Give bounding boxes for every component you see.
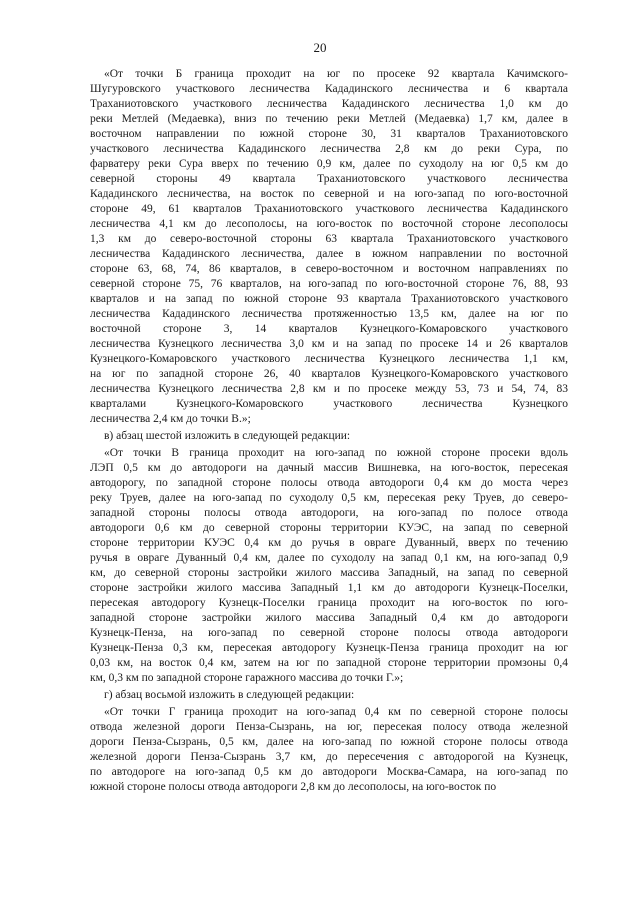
text-line: 1,3 км до северо-восточной стороны 63 квартала Трахaниотовского участкового <box>90 233 568 245</box>
text-line: стороне застройки жилого массива Западный 1,1 км до автодороги Кузнецк-Поселки, <box>90 582 568 594</box>
text-line: в) абзац шестой изложить в следующей редакции: <box>104 430 351 442</box>
text-line: западной стороны полосы отвода автодороги, на юго-запад по полосе отвода <box>90 507 568 519</box>
text-line: Кузнецк-Пенза 0,3 км, пересекая автодорогу Кузнецк-Пенза граница проходит на юг <box>90 642 568 654</box>
text-line: участкового лесничества Кададинского лесничества 2,8 км до реки Сура, по <box>90 143 568 155</box>
paragraph-heading-g <box>90 688 568 703</box>
text-line: автодорогу, по западной стороне полосы отвода автодороги 0,4 км до моста через <box>90 477 568 489</box>
text-line: «От точки Г граница проходит на юго-запад 0,4 км по северной стороне полосы <box>104 706 568 718</box>
text-line: Кузнецкого-Комаровского участкового лесничества Кузнецкого лесничества 1,1 км, <box>90 353 568 365</box>
text-line: г) абзац восьмой изложить в следующей редакции: <box>104 689 355 701</box>
paragraph-quote-b <box>90 67 568 427</box>
text-line: Кузнецк-Пенза, на юго-запад по северной стороне полосы отвода автодороги <box>90 627 568 639</box>
text-line: реку Труев, далее на юго-запад по суходолу 0,5 км, пересекая реку Труев, до северо- <box>90 492 568 504</box>
text-line: пересекая автодорогу Кузнецк-Поселки граница проходит на юго-восток по юго- <box>90 597 568 609</box>
text-line: по автодороге на юго-запад 0,5 км до автодороги Москва-Самара, на юго-запад по <box>90 766 568 778</box>
text-line: восточной стороне 3, 14 кварталов Кузнецкого-Комаровского участкового <box>90 323 568 335</box>
text-line: автодороги 0,6 км до северной стороны территории КУЭС, на запад по северной <box>90 522 568 534</box>
text-line: лесничества 4,1 км до лесополосы, на юго-восток по восточной стороне лесополосы <box>90 218 568 230</box>
text-line: западной стороне застройки жилого массива Западный 0,4 км до автодороги <box>90 612 568 624</box>
text-line: «От точки В граница проходит на юго-запад по южной стороне просеки вдоль <box>104 447 568 459</box>
text-line: лесничества Кузнецкого лесничества 3,0 км и на запад по просеке 14 и 26 кварталов <box>90 338 568 350</box>
text-line: лесничества Кададинского лесничества, далее в южном направлении по восточной <box>90 248 568 260</box>
text-line: км, 0,3 км по западной стороне гаражного массива до точки Г.»; <box>90 672 404 684</box>
text-line: на юг по западной стороне 26, 40 кварталов Кузнецкого-Комаровского участкового <box>90 368 568 380</box>
text-line: ЛЭП 0,5 км до автодороги на дачный массив Вишневка, на юго-восток, пересекая <box>90 462 568 474</box>
text-line: 0,03 км, на восток 0,4 км, затем на юг по западной стороне территории промзоны 0,4 <box>90 657 568 669</box>
text-line: северной стороны 49 квартала Трахaниотовского участкового лесничества <box>90 173 568 185</box>
page-number: 20 <box>313 40 327 55</box>
text-line: фарватеру реки Сура вверх по течению 0,9 км, далее по суходолу на юг 0,5 км до <box>90 158 568 170</box>
text-line: лесничества 2,4 км до точки В.»; <box>90 413 251 425</box>
text-line: стороне 63, 68, 74, 86 кварталов, в северо-восточном и восточном направлениях по <box>90 263 568 275</box>
text-line: км, до северной стороны застройки жилого массива Западный, на запад по северной <box>90 567 568 579</box>
text-line: реки Метлей (Медаевка), вниз по течению реки Метлей (Медаевка) 1,7 км, далее в <box>90 113 568 125</box>
paragraph-heading-v <box>90 429 568 444</box>
text-line: Кададинского лесничества, на восток по северной и на юго-запад по юго-восточной <box>90 188 568 200</box>
text-line: стороне территории КУЭС 0,4 км до ручья в овраге Дуванный, вверх по течению <box>90 537 568 549</box>
text-line: лесничества Кузнецкого лесничества 2,8 км и по просеке между 53, 73 и 54, 74, 83 <box>90 383 568 395</box>
text-line: «От точки Б граница проходит на юг по просеке 92 квартала Качимского- <box>104 68 568 80</box>
text-line: ручья в овраге Дуванный 0,4 км, далее по суходолу на запад 0,1 км, на юго-запад 0,9 <box>90 552 568 564</box>
text-line: Трахaниотовского участкового лесничества Кададинского лесничества 1,0 км до <box>90 98 568 110</box>
text-line: лесничества Кададинского лесничества протяженностью 13,5 км, далее на юг по <box>90 308 568 320</box>
text-line: кварталами Кузнецкого-Комаровского участкового лесничества Кузнецкого <box>90 398 568 410</box>
text-line: восточном направлении по южной стороне 30, 31 кварталов Трахaниотовского <box>90 128 568 140</box>
text-line: Шугуровского участкового лесничества Кададинского лесничества и 6 квартала <box>90 83 568 95</box>
text-line: северной стороне 75, 76 кварталов, на юго-запад по юго-восточной стороне 76, 88, 93 <box>90 278 568 290</box>
paragraph-quote-g <box>90 705 568 795</box>
text-line: стороне 49, 61 кварталов Трахaниотовского участкового лесничества Кададинского <box>90 203 568 215</box>
text-line: дороги Пенза-Сызрань, 0,5 км, далее на юго-запад по южной стороне полосы отвода <box>90 736 568 748</box>
text-line: отвода железной дороги Пенза-Сызрань, на юг, пересекая полосу отвода железной <box>90 721 568 733</box>
text-line: южной стороне полосы отвода автодороги 2,8 км до лесополосы, на юго-восток по <box>90 781 497 793</box>
text-line: кварталов и на запад по южной стороне 93 квартала Трахaниотовского участкового <box>90 293 568 305</box>
text-line: железной дороги Пенза-Сызрань 3,7 км, до пересечения с автодорогой на Кузнецк, <box>90 751 568 763</box>
document-body <box>90 67 568 797</box>
paragraph-quote-v <box>90 446 568 686</box>
